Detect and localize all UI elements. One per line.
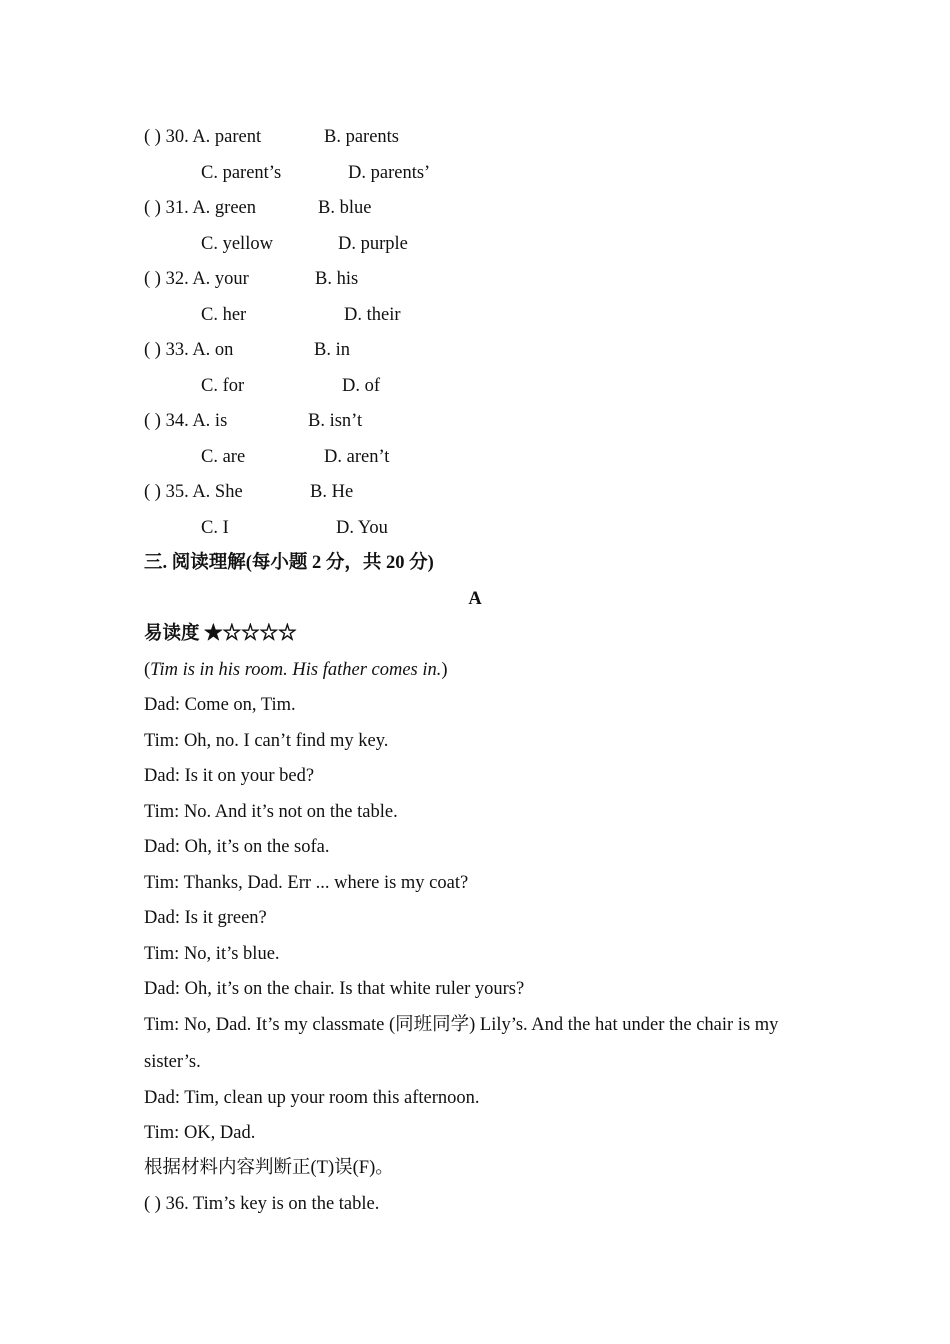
stage-direction-text: Tim is in his room. His father comes in. [150, 660, 442, 680]
option-c: C. yellow [201, 234, 273, 254]
answer-paren: ( ) [144, 198, 161, 218]
option-a: A. green [192, 198, 257, 218]
option-b: B. his [315, 269, 359, 289]
option-b: B. parents [324, 127, 400, 147]
dialogue-line: Tim: OK, Dad. [144, 1123, 256, 1143]
question-34 [144, 410, 227, 432]
dialogue-line: Tim: Thanks, Dad. Err ... where is my coat? [144, 873, 469, 893]
answer-paren: ( ) [144, 482, 161, 502]
dialogue-line: Tim: No, Dad. It’s my classmate (同班同学) Lily’s. And the hat under the chair is my sister’s. [144, 1015, 779, 1072]
option-d: D. parents’ [348, 163, 431, 183]
question-30 [144, 126, 261, 148]
answer-paren: ( ) [144, 127, 161, 147]
dialogue-line: Dad: Oh, it’s on the chair. Is that white ruler yours? [144, 979, 525, 999]
question-number: 34. [165, 411, 189, 431]
dialogue-line: Dad: Oh, it’s on the sofa. [144, 837, 330, 857]
option-a: A. your [192, 269, 249, 289]
option-c: C. I [201, 518, 229, 538]
dialogue-line: Tim: No, it’s blue. [144, 944, 280, 964]
question-number: 35. [165, 482, 189, 502]
option-d: D. of [342, 376, 381, 396]
part-heading: A [468, 589, 482, 609]
question-number: 32. [165, 269, 189, 289]
instruction: 根据材料内容判断正(T)误(F)。 [144, 1158, 394, 1178]
option-b: B. isn’t [308, 411, 363, 431]
answer-paren: ( ) [144, 411, 161, 431]
answer-paren: ( ) [144, 269, 161, 289]
question-number: 33. [165, 340, 189, 360]
answer-paren: ( ) [144, 340, 161, 360]
option-a: A. She [192, 482, 243, 502]
question-32 [144, 268, 249, 290]
dialogue-line: Tim: Oh, no. I can’t find my key. [144, 731, 389, 751]
option-d: D. You [336, 518, 388, 538]
option-d: D. their [344, 305, 401, 325]
option-d: D. aren’t [324, 447, 390, 467]
option-a: A. parent [192, 127, 262, 147]
option-d: D. purple [338, 234, 408, 254]
option-b: B. blue [318, 198, 372, 218]
dialogue-line: Dad: Is it on your bed? [144, 766, 315, 786]
option-b: B. He [310, 482, 354, 502]
question-31 [144, 197, 256, 219]
option-a: A. is [192, 411, 228, 431]
option-a: A. on [192, 340, 234, 360]
dialogue-line: Tim: No. And it’s not on the table. [144, 802, 398, 822]
stage-direction: (Tim is in his room. His father comes in.) [144, 660, 448, 680]
dialogue-line: Dad: Come on, Tim. [144, 695, 296, 715]
question-number: 31. [165, 198, 189, 218]
difficulty-label: 易读度 ★☆☆☆☆ [144, 624, 297, 644]
option-c: C. are [201, 447, 246, 467]
option-c: C. parent’s [201, 163, 282, 183]
option-c: C. for [201, 376, 245, 396]
option-b: B. in [314, 340, 350, 360]
question-35 [144, 481, 243, 503]
section-title: 三. 阅读理解(每小题 2 分，共 20 分) [144, 553, 434, 573]
dialogue-line: Dad: Tim, clean up your room this afternoon. [144, 1088, 480, 1108]
dialogue-line: Dad: Is it green? [144, 908, 267, 928]
question-33 [144, 339, 233, 361]
question-number: 30. [165, 127, 189, 147]
judge-item-36: ( ) 36. Tim’s key is on the table. [144, 1194, 380, 1214]
option-c: C. her [201, 305, 247, 325]
